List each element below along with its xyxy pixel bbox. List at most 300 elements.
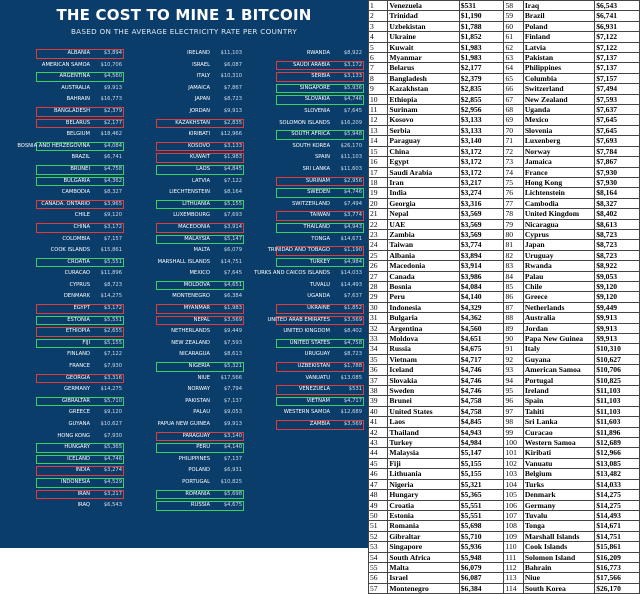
country-entry <box>126 303 244 315</box>
country-cost: $4,746 <box>103 455 122 462</box>
country-cost: $5,710 <box>103 397 122 404</box>
country-entry <box>246 199 364 211</box>
country-cost: $2,177 <box>103 119 122 126</box>
cost-cell: $14,751 <box>595 531 640 541</box>
country-cost: $17,566 <box>220 374 242 381</box>
country-entry <box>6 210 124 222</box>
country-cell: Uganda <box>523 105 594 115</box>
country-cost: $16,209 <box>340 119 362 126</box>
country-entry <box>126 152 244 164</box>
rank-cell: 96 <box>504 396 523 406</box>
country-cost: $14,275 <box>100 386 122 393</box>
country-cell: Greece <box>523 292 594 302</box>
country-cost: $9,053 <box>223 409 242 416</box>
country-cost: $7,930 <box>103 363 122 370</box>
country-cell: Curacao <box>523 427 594 437</box>
table-row <box>369 240 640 250</box>
country-cost: $5,948 <box>343 131 362 138</box>
cost-cell: $9,120 <box>595 281 640 291</box>
rank-cell: 79 <box>504 219 523 229</box>
cost-cell: $8,327 <box>595 198 640 208</box>
country-cell: Russia <box>388 344 459 354</box>
cost-cell: $3,569 <box>459 219 504 229</box>
country-cell: Kazakhstan <box>388 84 459 94</box>
country-cell: Belgium <box>523 469 594 479</box>
country-cost: $9,913 <box>223 421 242 427</box>
country-name: PAKISTAN <box>185 397 210 404</box>
country-entry <box>6 164 124 176</box>
cost-cell: $14,275 <box>595 500 640 510</box>
country-entry <box>126 419 244 431</box>
country-name: UGANDA <box>307 293 330 300</box>
country-name: INDONESIA <box>60 478 90 485</box>
country-entry <box>246 164 364 176</box>
country-name: TURKEY <box>309 258 330 265</box>
country-cell: Japan <box>523 240 594 250</box>
country-cell: Singapore <box>388 542 459 552</box>
rank-cell: 26 <box>369 261 388 271</box>
rank-cell: 59 <box>504 11 523 21</box>
country-cell: Cook Islands <box>523 542 594 552</box>
country-entry <box>246 257 364 269</box>
country-cell: Columbia <box>523 73 594 83</box>
rank-cell: 91 <box>504 344 523 354</box>
cost-cell: $4,746 <box>459 365 504 375</box>
cost-cell: $4,746 <box>459 375 504 385</box>
country-entry <box>126 291 244 303</box>
rank-cell: 32 <box>369 323 388 333</box>
cost-cell: $9,913 <box>595 313 640 323</box>
country-entry <box>6 141 124 153</box>
country-cost: $4,529 <box>103 478 122 485</box>
cost-cell: $9,449 <box>595 302 640 312</box>
cost-cell: $3,774 <box>459 240 504 250</box>
country-cell: Nicaragua <box>523 219 594 229</box>
country-cost: $11,603 <box>340 165 362 172</box>
country-name: SOUTH AFRICA <box>291 131 330 138</box>
country-name: SOLOMON ISLANDS <box>279 119 330 126</box>
rank-cell: 45 <box>369 458 388 468</box>
table-row <box>369 406 640 416</box>
country-cost: $4,746 <box>343 96 362 103</box>
cost-cell: $9,120 <box>595 292 640 302</box>
country-cost: $4,758 <box>343 339 362 346</box>
rank-cell: 80 <box>504 229 523 239</box>
rank-cell: 85 <box>504 281 523 291</box>
country-name: BELARUS <box>65 119 90 126</box>
table-row <box>369 562 640 572</box>
country-name: ICELAND <box>67 455 90 462</box>
rank-cell: 25 <box>369 250 388 260</box>
country-cost: $9,120 <box>103 409 122 416</box>
country-cell: Tuvalu <box>523 510 594 520</box>
country-cost: $6,543 <box>103 502 122 509</box>
rank-cell: 75 <box>504 177 523 187</box>
country-cost: $11,896 <box>100 270 122 277</box>
country-entry <box>246 152 364 164</box>
country-entry <box>6 187 124 199</box>
country-name: NEW ZEALAND <box>171 339 210 346</box>
rank-cell: 34 <box>369 344 388 354</box>
table-row <box>369 21 640 31</box>
cost-cell: $3,894 <box>459 250 504 260</box>
country-entry <box>246 94 364 106</box>
country-cell: United States <box>388 406 459 416</box>
table-row <box>369 448 640 458</box>
table-row <box>369 63 640 73</box>
rank-cell: 24 <box>369 240 388 250</box>
country-entry <box>126 384 244 396</box>
country-cell: Canada <box>388 271 459 281</box>
rank-cell: 27 <box>369 271 388 281</box>
rank-cell: 50 <box>369 510 388 520</box>
country-cell: Italy <box>523 344 594 354</box>
country-cost: $3,965 <box>103 200 122 207</box>
cost-cell: $14,671 <box>595 521 640 531</box>
cost-cell: $5,155 <box>459 458 504 468</box>
country-name: JAMAICA <box>188 84 210 91</box>
country-entry <box>6 48 124 60</box>
country-entry <box>6 152 124 164</box>
country-cost: $10,310 <box>220 73 242 80</box>
rank-cell: 103 <box>504 469 523 479</box>
table-row <box>369 1 640 11</box>
cost-cell: $14,033 <box>595 479 640 489</box>
country-entry <box>126 234 244 246</box>
country-cost: $5,365 <box>103 444 122 451</box>
country-name: GEORGIA <box>65 374 90 381</box>
table-row <box>369 510 640 520</box>
country-cost: $10,825 <box>220 478 242 485</box>
country-cost: $5,936 <box>343 84 362 91</box>
country-cost: $1,190 <box>343 247 362 254</box>
cost-cell: $9,053 <box>595 271 640 281</box>
country-cost: $8,327 <box>103 189 122 196</box>
country-cell: Finland <box>523 32 594 42</box>
country-name: WESTERN SAMOA <box>283 409 330 416</box>
country-cell: Bangladesh <box>388 73 459 83</box>
country-cost: $7,637 <box>343 293 362 300</box>
table-row <box>369 375 640 385</box>
country-name: COLOMBIA <box>62 235 90 242</box>
country-cell: Laos <box>388 417 459 427</box>
cost-cell: $10,310 <box>595 344 640 354</box>
country-cost: $531 <box>348 386 362 393</box>
cost-cell: $4,758 <box>459 406 504 416</box>
country-cost: $8,164 <box>223 189 242 196</box>
country-name: FINLAND <box>67 351 90 358</box>
country-cost: $3,894 <box>103 50 122 56</box>
infographic-title: THE COST TO MINE 1 BITCOIN <box>56 6 312 24</box>
country-cell: Jamaica <box>523 157 594 167</box>
country-entry <box>6 431 124 443</box>
rank-cell: 69 <box>504 115 523 125</box>
country-entry <box>126 118 244 130</box>
country-entry <box>6 477 124 489</box>
rank-cell: 114 <box>504 583 523 593</box>
rank-cell: 92 <box>504 354 523 364</box>
country-name: VANUATU <box>305 374 330 381</box>
country-cost: $3,316 <box>103 374 122 381</box>
rank-cell: 5 <box>369 42 388 52</box>
country-name: SOUTH KOREA <box>292 142 330 149</box>
country-cell: Jordan <box>523 323 594 333</box>
country-name: URUGUAY <box>304 351 330 358</box>
cost-cell: $4,717 <box>459 354 504 364</box>
country-cost: $4,984 <box>343 258 362 265</box>
country-entry <box>246 291 364 303</box>
country-name: UNITED KINGDOM <box>283 328 330 335</box>
cost-cell: $5,551 <box>459 500 504 510</box>
country-name: LUXEMBOURG <box>173 212 210 219</box>
country-cost: $4,746 <box>343 189 362 196</box>
country-cost: $14,275 <box>100 293 122 300</box>
rank-cell: 97 <box>504 406 523 416</box>
country-entry <box>6 384 124 396</box>
country-name: BRUNEI <box>70 165 90 172</box>
country-cell: South Korea <box>523 583 594 593</box>
cost-cell: $7,137 <box>595 63 640 73</box>
rank-cell: 57 <box>369 583 388 593</box>
country-entry <box>126 210 244 222</box>
cost-cell: $7,867 <box>595 157 640 167</box>
rank-cell: 83 <box>504 261 523 271</box>
country-cost: $8,922 <box>343 50 362 56</box>
country-name: BANGLADESH <box>53 107 90 114</box>
rank-cell: 20 <box>369 198 388 208</box>
country-cell: Indonesia <box>388 302 459 312</box>
rank-cell: 68 <box>504 105 523 115</box>
country-name: TUVALU <box>309 281 330 288</box>
country-name: AUSTRALIA <box>61 84 90 91</box>
country-cell: Iceland <box>388 365 459 375</box>
rank-cell: 51 <box>369 521 388 531</box>
rank-cell: 11 <box>369 105 388 115</box>
country-entry <box>126 442 244 454</box>
cost-cell: $4,651 <box>459 334 504 344</box>
country-name: SERBIA <box>311 73 330 80</box>
country-cell: Myanmar <box>388 53 459 63</box>
rank-cell: 67 <box>504 94 523 104</box>
country-cell: Sri Lanka <box>523 417 594 427</box>
country-cost: $9,449 <box>223 328 242 335</box>
country-column-2 <box>126 48 244 512</box>
cost-cell: $6,741 <box>595 11 640 21</box>
country-cell: Uzbekistan <box>388 21 459 31</box>
cost-cell: $2,956 <box>459 105 504 115</box>
country-entry <box>6 315 124 327</box>
rank-cell: 37 <box>369 375 388 385</box>
country-cell: Tonga <box>523 521 594 531</box>
country-cost: $3,774 <box>343 212 362 219</box>
rank-cell: 12 <box>369 115 388 125</box>
country-cost: $5,698 <box>223 490 242 497</box>
country-entry <box>126 60 244 72</box>
country-cost: $15,861 <box>100 247 122 254</box>
country-entry <box>246 60 364 72</box>
country-name: UKRAINE <box>307 305 330 312</box>
country-cell: Sweden <box>388 386 459 396</box>
country-entry <box>126 338 244 350</box>
country-name: UZBEKISTAN <box>297 363 330 370</box>
country-name: FRANCE <box>69 363 90 370</box>
country-entry <box>126 489 244 501</box>
table-row <box>369 94 640 104</box>
country-cost: $18,462 <box>100 131 122 138</box>
cost-cell: $14,493 <box>595 510 640 520</box>
table-row <box>369 281 640 291</box>
country-name: KAZAKHSTAN <box>175 119 210 126</box>
rank-cell: 61 <box>504 32 523 42</box>
country-entry <box>6 257 124 269</box>
table-row <box>369 354 640 364</box>
country-cell: Nepal <box>388 209 459 219</box>
rank-cell: 77 <box>504 198 523 208</box>
country-entry <box>6 291 124 303</box>
country-cell: Georgia <box>388 198 459 208</box>
rank-cell: 44 <box>369 448 388 458</box>
country-cost: $2,835 <box>223 119 242 126</box>
cost-cell: $3,133 <box>459 125 504 135</box>
table-row <box>369 323 640 333</box>
cost-cell: $2,835 <box>459 84 504 94</box>
country-cost: $12,966 <box>220 131 242 138</box>
cost-cell: $1,852 <box>459 32 504 42</box>
country-entry <box>246 245 364 257</box>
country-name: LATVIA <box>192 177 210 184</box>
country-name: MALAYSIA <box>184 235 210 242</box>
country-cell: Iran <box>388 177 459 187</box>
country-cell: Marshall Islands <box>523 531 594 541</box>
country-entry <box>126 349 244 361</box>
country-entry <box>6 245 124 257</box>
table-row <box>369 250 640 260</box>
country-name: KUWAIT <box>189 154 210 161</box>
country-cell: Turkey <box>388 438 459 448</box>
country-cost: $2,655 <box>103 328 122 335</box>
rank-cell: 94 <box>504 375 523 385</box>
country-cell: Macedonia <box>388 261 459 271</box>
country-cost: $14,751 <box>220 258 242 265</box>
country-cost: $5,155 <box>103 339 122 346</box>
country-cell: American Samoa <box>523 365 594 375</box>
country-name: SINGAPORE <box>299 84 330 91</box>
country-cell: Niue <box>523 573 594 583</box>
country-cell: Belarus <box>388 63 459 73</box>
country-cost: $9,120 <box>103 212 122 219</box>
cost-cell: $3,914 <box>459 261 504 271</box>
rank-cell: 113 <box>504 573 523 583</box>
country-cell: Portugal <box>523 375 594 385</box>
cost-cell: $4,362 <box>459 313 504 323</box>
country-cost: $3,172 <box>103 305 122 312</box>
cost-cell: $7,930 <box>595 177 640 187</box>
country-cost: $2,379 <box>103 107 122 114</box>
table-row <box>369 334 640 344</box>
country-cell: Denmark <box>523 490 594 500</box>
country-cell: Iraq <box>523 1 594 11</box>
rank-cell: 100 <box>504 438 523 448</box>
table-row <box>369 271 640 281</box>
country-entry <box>246 129 364 141</box>
cost-cell: $26,170 <box>595 583 640 593</box>
country-entry <box>246 234 364 246</box>
table-row <box>369 365 640 375</box>
country-cell: China <box>388 146 459 156</box>
country-cell: Slovenia <box>523 125 594 135</box>
country-entry <box>246 176 364 188</box>
country-entry <box>126 500 244 512</box>
rank-cell: 29 <box>369 292 388 302</box>
country-cell: Kosovo <box>388 115 459 125</box>
country-entry <box>6 326 124 338</box>
rank-cell: 104 <box>504 479 523 489</box>
country-cell: Taiwan <box>388 240 459 250</box>
country-entry <box>6 454 124 466</box>
rank-cell: 8 <box>369 73 388 83</box>
country-cell: UAE <box>388 219 459 229</box>
country-name: COOK ISLANDS <box>50 247 90 254</box>
country-entry <box>126 454 244 466</box>
country-cell: Solomon Island <box>523 552 594 562</box>
country-cell: Lichtenstein <box>523 188 594 198</box>
table-row <box>369 115 640 125</box>
country-cost: $4,651 <box>223 281 242 288</box>
country-cell: Cambodia <box>523 198 594 208</box>
country-column-3 <box>246 48 364 431</box>
country-entry <box>6 500 124 512</box>
country-name: LIECHTENSTEIN <box>169 189 210 196</box>
rank-cell: 42 <box>369 427 388 437</box>
table-row <box>369 500 640 510</box>
country-cost: $3,133 <box>223 142 242 149</box>
country-name: PERU <box>196 444 210 451</box>
cost-cell: $7,122 <box>595 42 640 52</box>
rank-cell: 72 <box>504 146 523 156</box>
country-entry <box>126 373 244 385</box>
table-row <box>369 521 640 531</box>
cost-cell: $10,825 <box>595 375 640 385</box>
country-cost: $5,321 <box>223 363 242 370</box>
table-row <box>369 188 640 198</box>
country-cell: Paraguay <box>388 136 459 146</box>
country-entry <box>126 245 244 257</box>
table-row <box>369 105 640 115</box>
country-name: SRI LANKA <box>302 165 330 172</box>
cost-cell: $4,084 <box>459 281 504 291</box>
country-cell: Spain <box>523 396 594 406</box>
country-entry <box>126 465 244 477</box>
rank-cell: 62 <box>504 42 523 52</box>
country-cost: $1,983 <box>223 154 242 161</box>
table-row <box>369 167 640 177</box>
country-cost: $10,627 <box>100 421 122 427</box>
country-cell: Hungary <box>388 490 459 500</box>
ranking-table <box>368 0 640 594</box>
country-name: EGYPT <box>73 305 90 312</box>
country-cell: Vietnam <box>388 354 459 364</box>
country-name: DENMARK <box>63 293 90 300</box>
country-name: PARAGUAY <box>182 432 210 439</box>
country-entry <box>6 419 124 431</box>
table-row <box>369 417 640 427</box>
country-name: MYANMAR <box>183 305 210 312</box>
country-entry <box>126 129 244 141</box>
country-entry <box>126 164 244 176</box>
table-row <box>369 11 640 21</box>
cost-cell: $2,379 <box>459 73 504 83</box>
country-cell: Romania <box>388 521 459 531</box>
